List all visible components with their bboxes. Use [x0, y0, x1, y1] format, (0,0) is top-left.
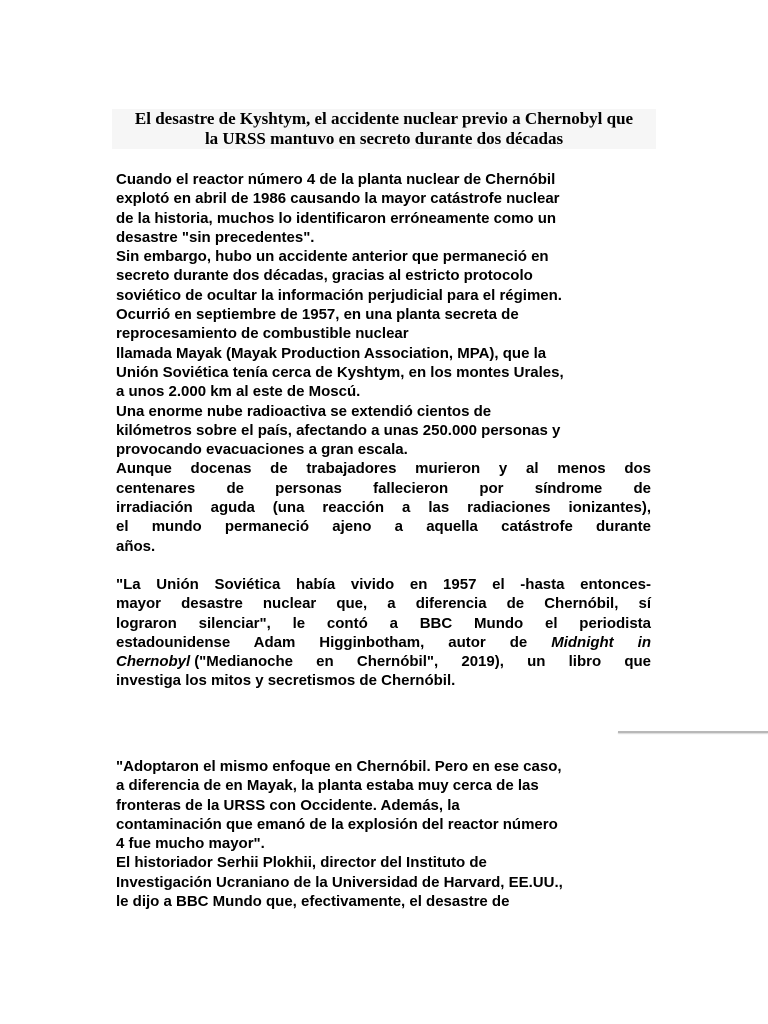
text-line-justified: lograron silenciar", le contó a BBC Mundo el periodista: [116, 614, 651, 632]
divider-line: [618, 731, 768, 733]
text-line: Investigación Ucraniano de la Universidad de Harvard, EE.UU.,: [116, 873, 563, 891]
text-line: a unos 2.000 km al este de Moscú.: [116, 383, 361, 401]
text-line: El historiador Serhii Plokhii, director del Instituto de: [116, 854, 487, 872]
paragraph-plokhii: [116, 757, 651, 911]
text-segment: estadounidense Adam Higginbotham, autor de: [116, 633, 528, 651]
text-line: años.: [116, 537, 156, 555]
text-line: contaminación que emanó de la explosión del reactor número: [116, 815, 558, 833]
text-line: kilómetros sobre el país, afectando a unas 250.000 personas y: [116, 421, 561, 439]
text-line: explotó en abril de 1986 causando la mayor catástrofe nuclear: [116, 190, 560, 208]
text-line: Cuando el reactor número 4 de la planta nuclear de Chernóbil: [116, 171, 556, 188]
text-line: reprocesamiento de combustible nuclear: [116, 325, 409, 343]
text-segment: ("Medianoche en Chernóbil", 2019), un libro que: [194, 653, 651, 671]
text-line-justified: el mundo permaneció ajeno a aquella catástrofe durante: [116, 518, 651, 536]
title-line-1: El desastre de Kyshtym, el accidente nuclear previo a Chernobyl que: [134, 109, 634, 128]
text-line: Una enorme nube radioactiva se extendió cientos de: [116, 402, 492, 420]
text-line: provocando evacuaciones a gran escala.: [116, 441, 408, 459]
text-line: investiga los mitos y secretismos de Chernóbil.: [116, 672, 456, 690]
text-line: a diferencia de en Mayak, la planta estaba muy cerca de las: [116, 777, 539, 795]
text-line: [116, 652, 651, 671]
paragraph-quote-higginbotham: [116, 575, 651, 691]
text-line-justified: centenares de personas fallecieron por síndrome de: [116, 479, 651, 497]
text-line: soviético de ocultar la información perjudicial para el régimen.: [116, 286, 562, 304]
article-title: [112, 109, 656, 149]
text-line: llamada Mayak (Mayak Production Association, MPA), que la: [116, 344, 547, 362]
text-line: Unión Soviética tenía cerca de Kyshtym, en los montes Urales,: [116, 363, 564, 381]
text-line: de la historia, muchos lo identificaron erróneamente como un: [116, 209, 557, 227]
text-line: secreto durante dos décadas, gracias al estricto protocolo: [116, 267, 533, 285]
text-line: desastre "sin precedentes".: [116, 228, 315, 246]
book-title-italic: Chernobyl: [116, 653, 191, 671]
title-line-2: la URSS mantuvo en secreto durante dos décadas: [204, 129, 564, 148]
text-line-justified: [116, 633, 651, 652]
text-line: le dijo a BBC Mundo que, efectivamente, el desastre de: [116, 893, 510, 911]
text-line-justified: Aunque docenas de trabajadores murieron y al menos dos: [116, 460, 651, 478]
text-line-justified: irradiación aguda (una reacción a las radiaciones ionizantes),: [116, 499, 651, 517]
book-title-italic: Midnight in: [551, 633, 651, 651]
text-line: Ocurrió en septiembre de 1957, en una planta secreta de: [116, 306, 519, 324]
text-line-justified: "La Unión Soviética había vivido en 1957 el -hasta entonces-: [116, 576, 651, 593]
text-line-justified: mayor desastre nuclear que, a diferencia de Chernóbil, sí: [116, 595, 651, 613]
text-line: 4 fue mucho mayor".: [116, 835, 265, 853]
text-line: "Adoptaron el mismo enfoque en Chernóbil. Pero en ese caso,: [116, 758, 562, 775]
text-line: fronteras de la URSS con Occidente. Además, la: [116, 796, 460, 814]
text-line: Sin embargo, hubo un accidente anterior que permaneció en: [116, 248, 549, 266]
paragraph-intro: [116, 170, 651, 556]
